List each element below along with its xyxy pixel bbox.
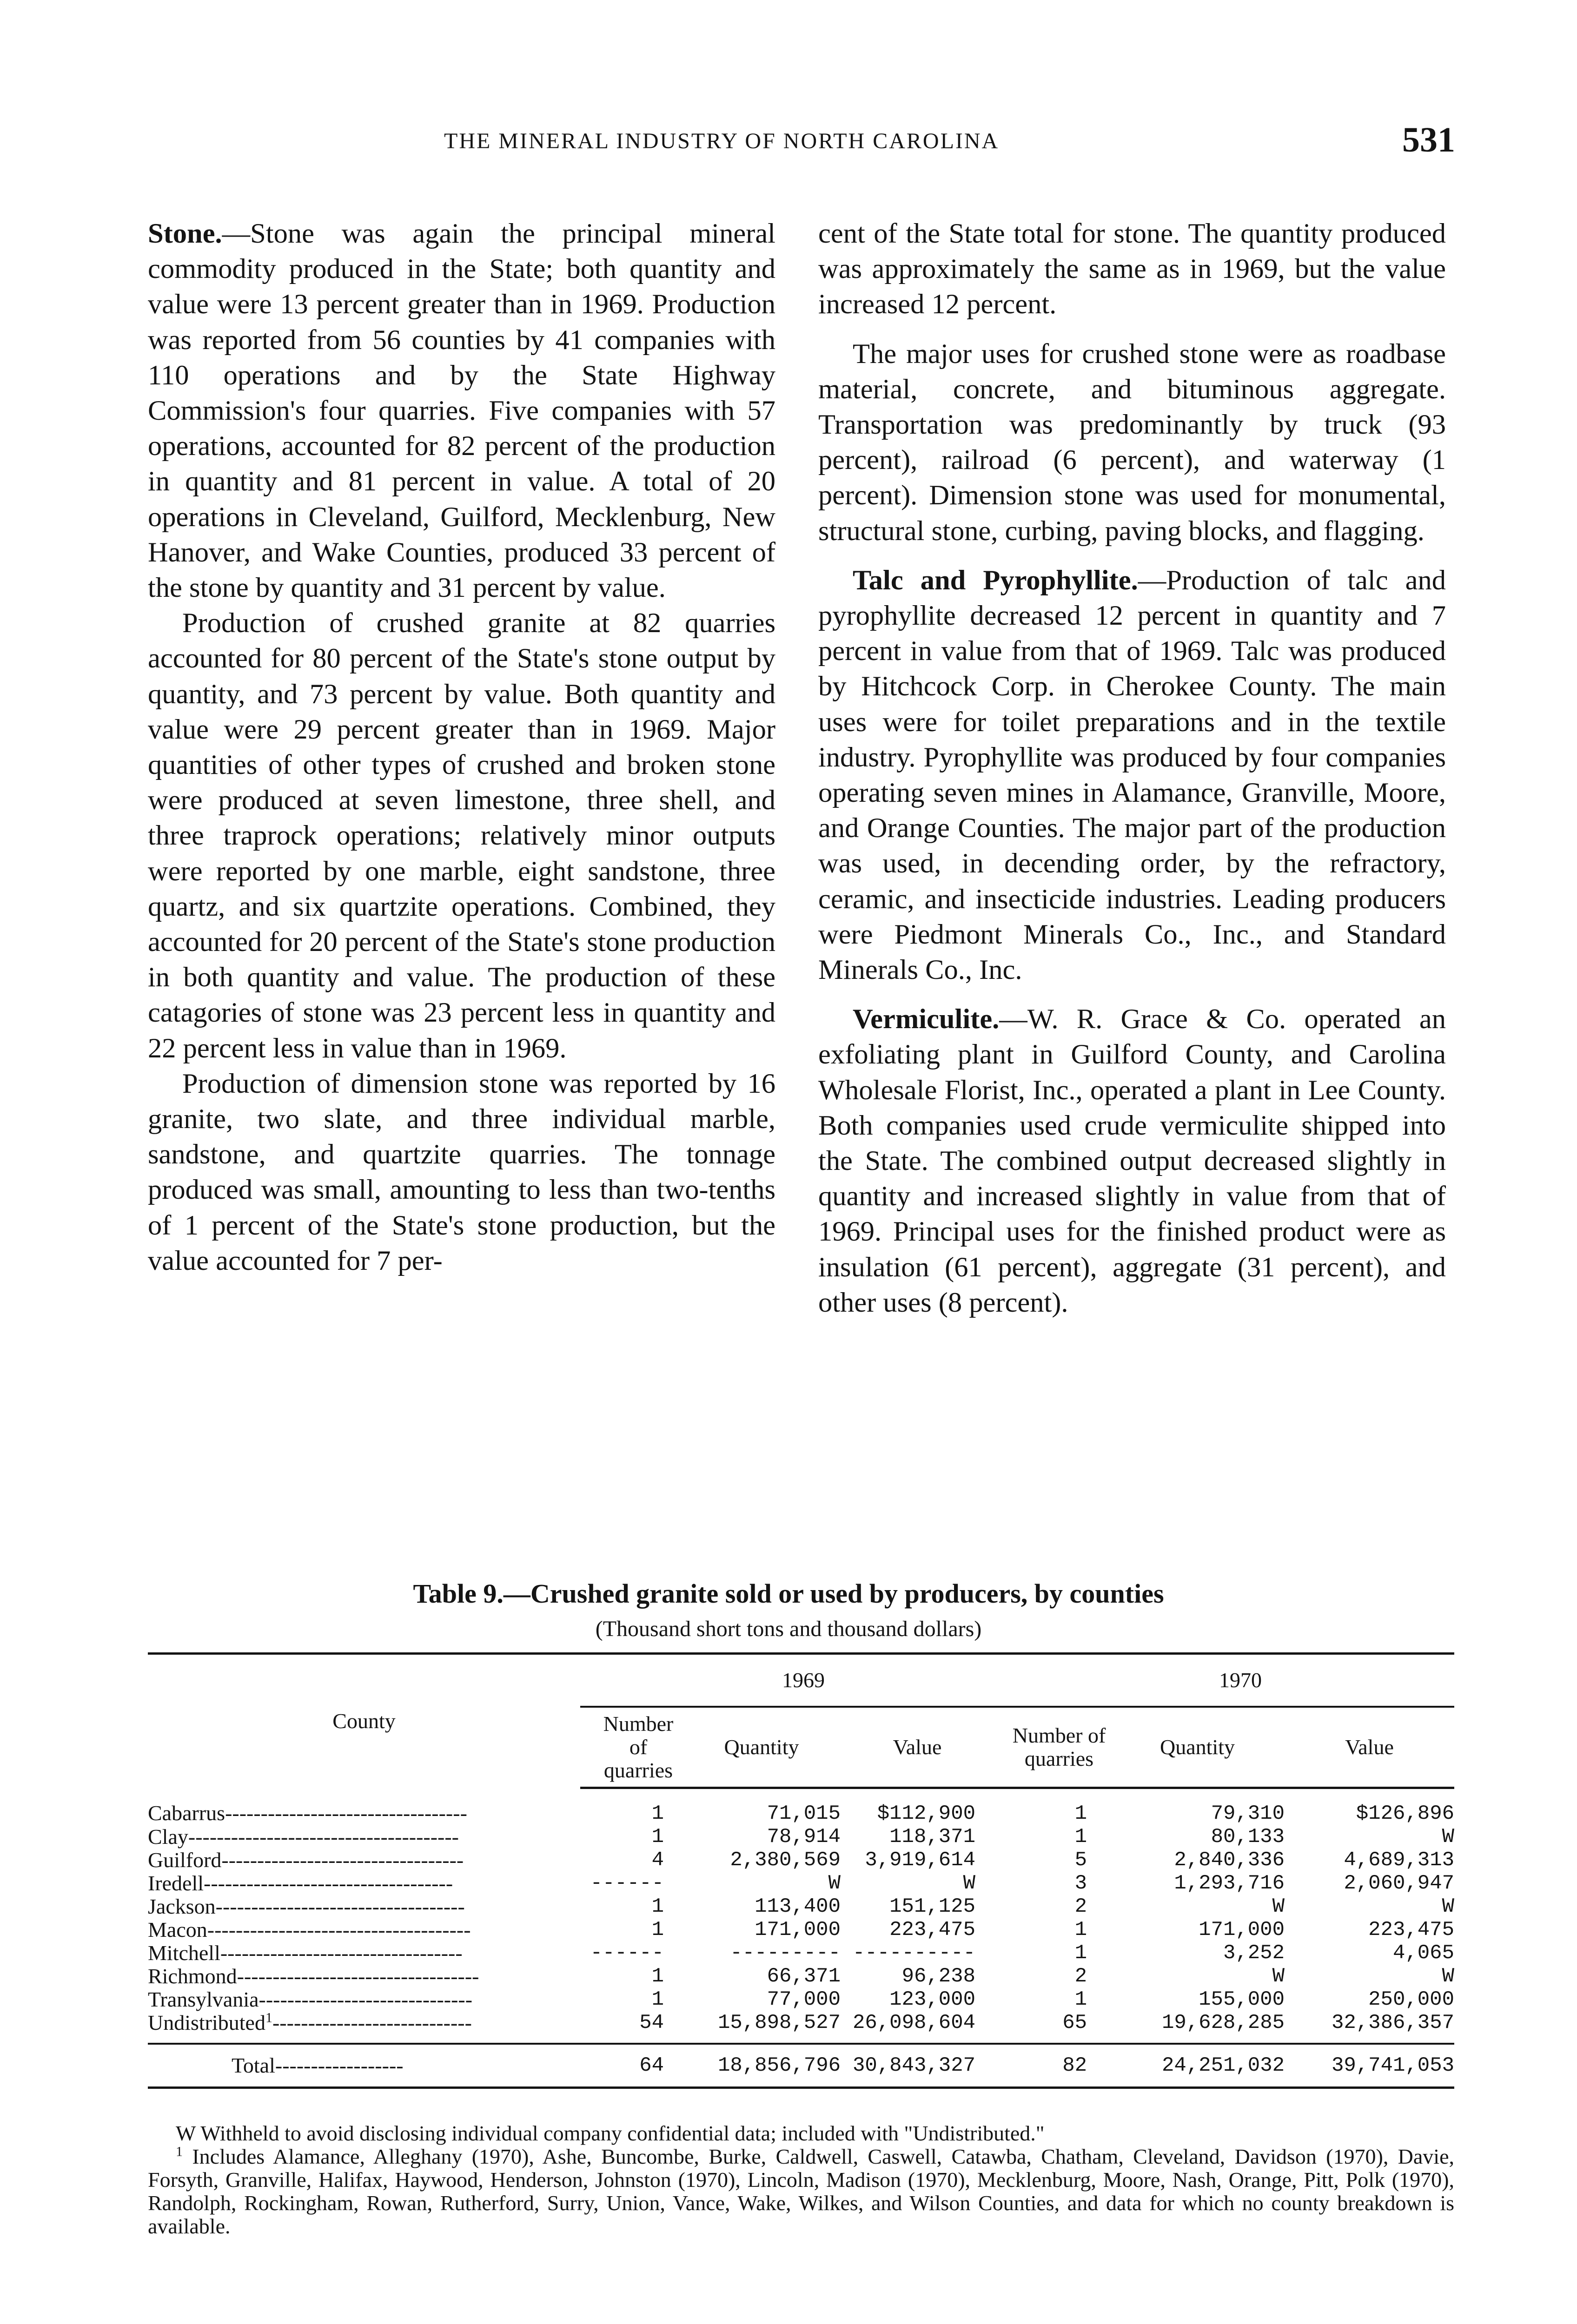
cell-quarries-1969: 1	[651, 1802, 664, 1825]
cell-value-1970: W	[1442, 1965, 1454, 1988]
cell-quantity-1969: 77,000	[767, 1988, 841, 2011]
cell-quarries-1969: 1	[651, 1895, 664, 1918]
table-header-row	[148, 1654, 1454, 1707]
column-header-quarries-1969: Number of quarries	[580, 1707, 682, 1788]
leader-dots: --------------------------------------	[188, 1825, 459, 1849]
leader-dots: ----------------------------------	[225, 1801, 467, 1825]
cell-quarries-1970: 2	[1074, 1895, 1087, 1918]
cell-quantity-1970: W	[1272, 1965, 1285, 1988]
table-total-row	[148, 2044, 1454, 2088]
paragraph-stone-continued: cent of the State total for stone. The quantity produced was approximately the same as in 1969, but the value increased 12 percent.	[818, 218, 1446, 320]
table-row	[148, 1849, 1454, 1872]
cell-quantity-1970: 19,628,285	[1161, 2011, 1285, 2034]
running-title: THE MINERAL INDUSTRY OF NORTH CAROLINA	[444, 129, 1000, 153]
cell-county: Mitchell----------------------------------	[148, 1941, 463, 1965]
page-number: 531	[1402, 120, 1455, 159]
page-header	[0, 120, 1577, 166]
cell-quantity-1969: 15,898,527	[717, 2011, 841, 2034]
cell-value-1969: 223,475	[889, 1918, 975, 1941]
paragraph-text: —Stone was again the principal mineral commodity produced in the State; both quantity and value were 13 percent greater than in 1969. Production was reported from 56 counties by 41 companies with 110 operations and by the State Highway Commission's four quarries. Five companies with 57 operations, accounted for 82 percent of the production in quantity and 81 percent in value. A total of 20 operations in Cleveland, Guilford, Mecklenburg, New Hanover, and Wake Counties, produced 33 percent of the stone by quantity and 31 percent by value.	[148, 218, 775, 604]
cell-quantity-1970: 80,133	[1211, 1825, 1285, 1849]
cell-value-1970: $126,896	[1356, 1802, 1454, 1825]
cell-total-quarries-1969: 64	[580, 2044, 682, 2088]
table-footnotes	[148, 2122, 1454, 2238]
left-column	[148, 216, 775, 1279]
cell-county: Clay--------------------------------------	[148, 1825, 459, 1849]
table-row	[148, 1918, 1454, 1941]
cell-value-1970: 4,689,313	[1344, 1849, 1454, 1872]
leader-dots: ----------------------------------	[237, 1964, 479, 1988]
cell-quarries-1969: 1	[651, 1918, 664, 1941]
cell-quantity-1969: 78,914	[767, 1825, 841, 1849]
cell-quantity-1970: 2,840,336	[1174, 1849, 1285, 1872]
cell-quarries-1970: 3	[1074, 1872, 1087, 1895]
paragraph-dimension-stone: Production of dimension stone was reported by 16 granite, two slate, and three individual marble, sandstone, and quartzite quarries. The tonnage produced was small, amounting to less than two-tenths of 1 percent of the State's stone production, but the value accounted for 7 per-	[148, 1068, 775, 1276]
cell-county: Transylvania------------------------------	[148, 1987, 473, 2011]
cell-value-1969: 118,371	[889, 1825, 975, 1849]
cell-quarries-1970: 1	[1074, 1802, 1087, 1825]
column-header-county: County	[148, 1654, 580, 1788]
run-in-heading-vermiculite: Vermiculite.	[853, 1004, 1000, 1035]
column-header-quantity-1969: Quantity	[682, 1707, 841, 1788]
cell-value-1969: 26,098,604	[852, 2011, 975, 2034]
cell-value-1969: 3,919,614	[865, 1849, 975, 1872]
paragraph-crushed-granite: Production of crushed granite at 82 quarries accounted for 80 percent of the State's stone output by quantity, and 73 percent by value. Both quantity and value were 29 percent greater than in 1969. Major quantities of other types of crushed and broken stone were produced at seven limestone, three shell, and three traprock operations; relatively minor outputs were reported by one marble, eight sandstone, three quartz, and six quartzite operations. Combined, they accounted for 20 percent of the State's stone production in both quantity and value. The production of these catagories of stone was 23 percent less in quantity and 22 percent less in value than in 1969.	[148, 607, 775, 1064]
cell-value-1970: 32,386,357	[1331, 2011, 1454, 2034]
total-label: Total------------------	[148, 2044, 580, 2088]
cell-value-1969: $112,900	[877, 1802, 975, 1825]
paragraph-stone	[148, 216, 775, 606]
paragraph-talc-pyrophyllite	[818, 563, 1446, 988]
column-group-1970: 1970	[994, 1654, 1454, 1707]
cell-county: Guilford----------------------------------	[148, 1848, 464, 1872]
cell-quarries-1969: 1	[651, 1825, 664, 1849]
table-title: Table 9.—Crushed granite sold or used by producers, by counties	[413, 1578, 1164, 1609]
footnote-marker: 1	[265, 2010, 272, 2026]
cell-county: Cabarrus----------------------------------	[148, 1801, 467, 1825]
cell-quantity-1969: 2,380,569	[730, 1849, 841, 1872]
leader-dots: ----------------------------------	[220, 1941, 463, 1965]
leader-dots: ----------------------------	[272, 2011, 472, 2034]
table-row	[148, 1825, 1454, 1849]
cell-county: Iredell-----------------------------------	[148, 1871, 453, 1895]
cell-quarries-1970: 1	[1074, 1941, 1087, 1965]
paragraph-text: —Production of talc and pyrophyllite decreased 12 percent in quantity and 7 percent in value from that of 1969. Talc was produced by Hitchcock Corp. in Cherokee County. The main uses were for toilet preparations and in the textile industry. Pyrophyllite was produced by four companies operating seven mines in Alamance, Granville, Moore, and Orange Counties. The major part of the production was used, in decending order, by the refractory, ceramic, and insecticide industries. Leading producers were Piedmont Minerals Co., Inc., and Standard Minerals Co., Inc.	[818, 564, 1446, 986]
cell-value-1970: 4,065	[1392, 1941, 1454, 1965]
cell-quantity-1970: 3,252	[1223, 1941, 1285, 1965]
cell-total-quantity-1970: 24,251,032	[1110, 2044, 1285, 2088]
cell-quantity-1970: W	[1272, 1895, 1285, 1918]
cell-quantity-1970: 171,000	[1199, 1918, 1285, 1941]
cell-quarries-1970: 1	[1074, 1918, 1087, 1941]
crushed-granite-table	[148, 1652, 1454, 2089]
cell-quantity-1969: 171,000	[755, 1918, 841, 1941]
cell-value-1970: W	[1442, 1895, 1454, 1918]
leader-dots: ------------------------------	[258, 1987, 473, 2011]
cell-value-1969: 151,125	[889, 1895, 975, 1918]
table-row	[148, 1872, 1454, 1895]
column-header-quantity-1970: Quantity	[1110, 1707, 1285, 1788]
cell-value-1970: W	[1442, 1825, 1454, 1849]
cell-quantity-1969: 71,015	[767, 1802, 841, 1825]
cell-value-1970: 223,475	[1368, 1918, 1454, 1941]
cell-quantity-1970: 155,000	[1199, 1988, 1285, 2011]
footnote-withheld: W Withheld to avoid disclosing individual company confidential data; included with "Undistributed."	[176, 2121, 1045, 2145]
cell-quantity-1969: 113,400	[755, 1895, 841, 1918]
cell-total-value-1969: 30,843,327	[841, 2044, 994, 2088]
leader-dots: -------------------------------------	[207, 1918, 471, 1941]
cell-county: Macon-------------------------------------	[148, 1918, 471, 1941]
cell-quarries-1969: ------	[590, 1872, 664, 1895]
footnote-1-text: Includes Alamance, Alleghany (1970), Ashe, Buncombe, Burke, Caldwell, Caswell, Catawba, Chatham, Cleveland, Davidson (1970), Davie, Forsyth, Granville, Halifax, Haywood, Henderson, Johnston (1970), Lincoln, Madison (1970), Mecklenburg, Moore, Nash, Orange, Pitt, Polk (1970), Randolph, Rockingham, Rowan, Rutherford, Surry, Union, Vance, Wake, Wilkes, and Wilson Counties, and data for which no county breakdown is available.	[148, 2145, 1455, 2238]
run-in-heading-stone: Stone.	[148, 218, 222, 249]
cell-total-quarries-1970: 82	[994, 2044, 1110, 2088]
run-in-heading-talc: Talc and Pyrophyllite.	[853, 564, 1138, 596]
cell-quarries-1970: 5	[1074, 1849, 1087, 1872]
cell-total-value-1970: 39,741,053	[1285, 2044, 1454, 2088]
leader-dots: -----------------------------------	[215, 1895, 465, 1918]
cell-value-1969: ----------	[852, 1941, 975, 1965]
leader-dots: -----------------------------------	[204, 1871, 453, 1895]
cell-quantity-1969: 66,371	[767, 1965, 841, 1988]
column-header-value-1970: Value	[1285, 1707, 1454, 1788]
cell-value-1969: 123,000	[889, 1988, 975, 2011]
cell-value-1970: 2,060,947	[1344, 1872, 1454, 1895]
cell-county: Jackson-----------------------------------	[148, 1895, 465, 1918]
cell-quantity-1970: 79,310	[1211, 1802, 1285, 1825]
right-column	[818, 216, 1446, 1320]
cell-quarries-1969: 4	[651, 1849, 664, 1872]
column-header-quarries-1970: Number of quarries	[994, 1707, 1110, 1788]
paragraph-crushed-stone-uses: The major uses for crushed stone were as roadbase material, concrete, and bituminous aggregate. Transportation was predominantly by truck (93 percent), railroad (6 percent), and waterway (1 percent). Dimension stone was used for monumental, structural stone, curbing, paving blocks, and flagging.	[818, 338, 1446, 547]
cell-value-1969: W	[963, 1872, 975, 1895]
cell-quantity-1970: 1,293,716	[1174, 1872, 1285, 1895]
cell-quantity-1969: W	[828, 1872, 841, 1895]
cell-quantity-1969: ---------	[730, 1941, 841, 1965]
cell-quarries-1970: 1	[1074, 1825, 1087, 1849]
cell-total-quantity-1969: 18,856,796	[682, 2044, 841, 2088]
cell-county: Undistributed$^1$----------------------------	[148, 2010, 472, 2034]
footnote-marker: 1	[176, 2144, 183, 2159]
cell-quarries-1969: ------	[590, 1941, 664, 1965]
paragraph-text: —W. R. Grace & Co. operated an exfoliating plant in Guilford County, and Carolina Wholesale Florist, Inc., operated a plant in Lee County. Both companies used crude vermiculite shipped into the State. The combined output decreased slightly in quantity and increased slightly in value from that of 1969. Principal uses for the finished product were as insulation (61 percent), aggregate (31 percent), and other uses (8 percent).	[818, 1004, 1446, 1318]
cell-quarries-1970: 65	[1062, 2011, 1087, 2034]
cell-quarries-1970: 1	[1074, 1988, 1087, 2011]
cell-value-1969: 96,238	[901, 1965, 975, 1988]
cell-quarries-1969: 1	[651, 1988, 664, 2011]
footnote-1	[148, 2145, 1454, 2238]
table-row	[148, 1788, 1454, 1826]
table-row	[148, 1895, 1454, 1918]
cell-quarries-1969: 1	[651, 1965, 664, 1988]
cell-value-1970: 250,000	[1368, 1988, 1454, 2011]
leader-dots: ----------------------------------	[221, 1848, 464, 1872]
cell-quarries-1970: 2	[1074, 1965, 1087, 1988]
cell-quarries-1969: 54	[639, 2011, 664, 2034]
table-row	[148, 1941, 1454, 1965]
table-subtitle: (Thousand short tons and thousand dollars)	[595, 1617, 982, 1641]
leader-dots: ------------------	[275, 2053, 404, 2077]
cell-county: Richmond----------------------------------	[148, 1964, 479, 1988]
table-row	[148, 1965, 1454, 1988]
table-row	[148, 2011, 1454, 2044]
table-body	[148, 1788, 1454, 2044]
column-group-1969: 1969	[580, 1654, 994, 1707]
paragraph-vermiculite	[818, 1002, 1446, 1320]
table-row	[148, 1988, 1454, 2011]
column-header-value-1969: Value	[841, 1707, 994, 1788]
